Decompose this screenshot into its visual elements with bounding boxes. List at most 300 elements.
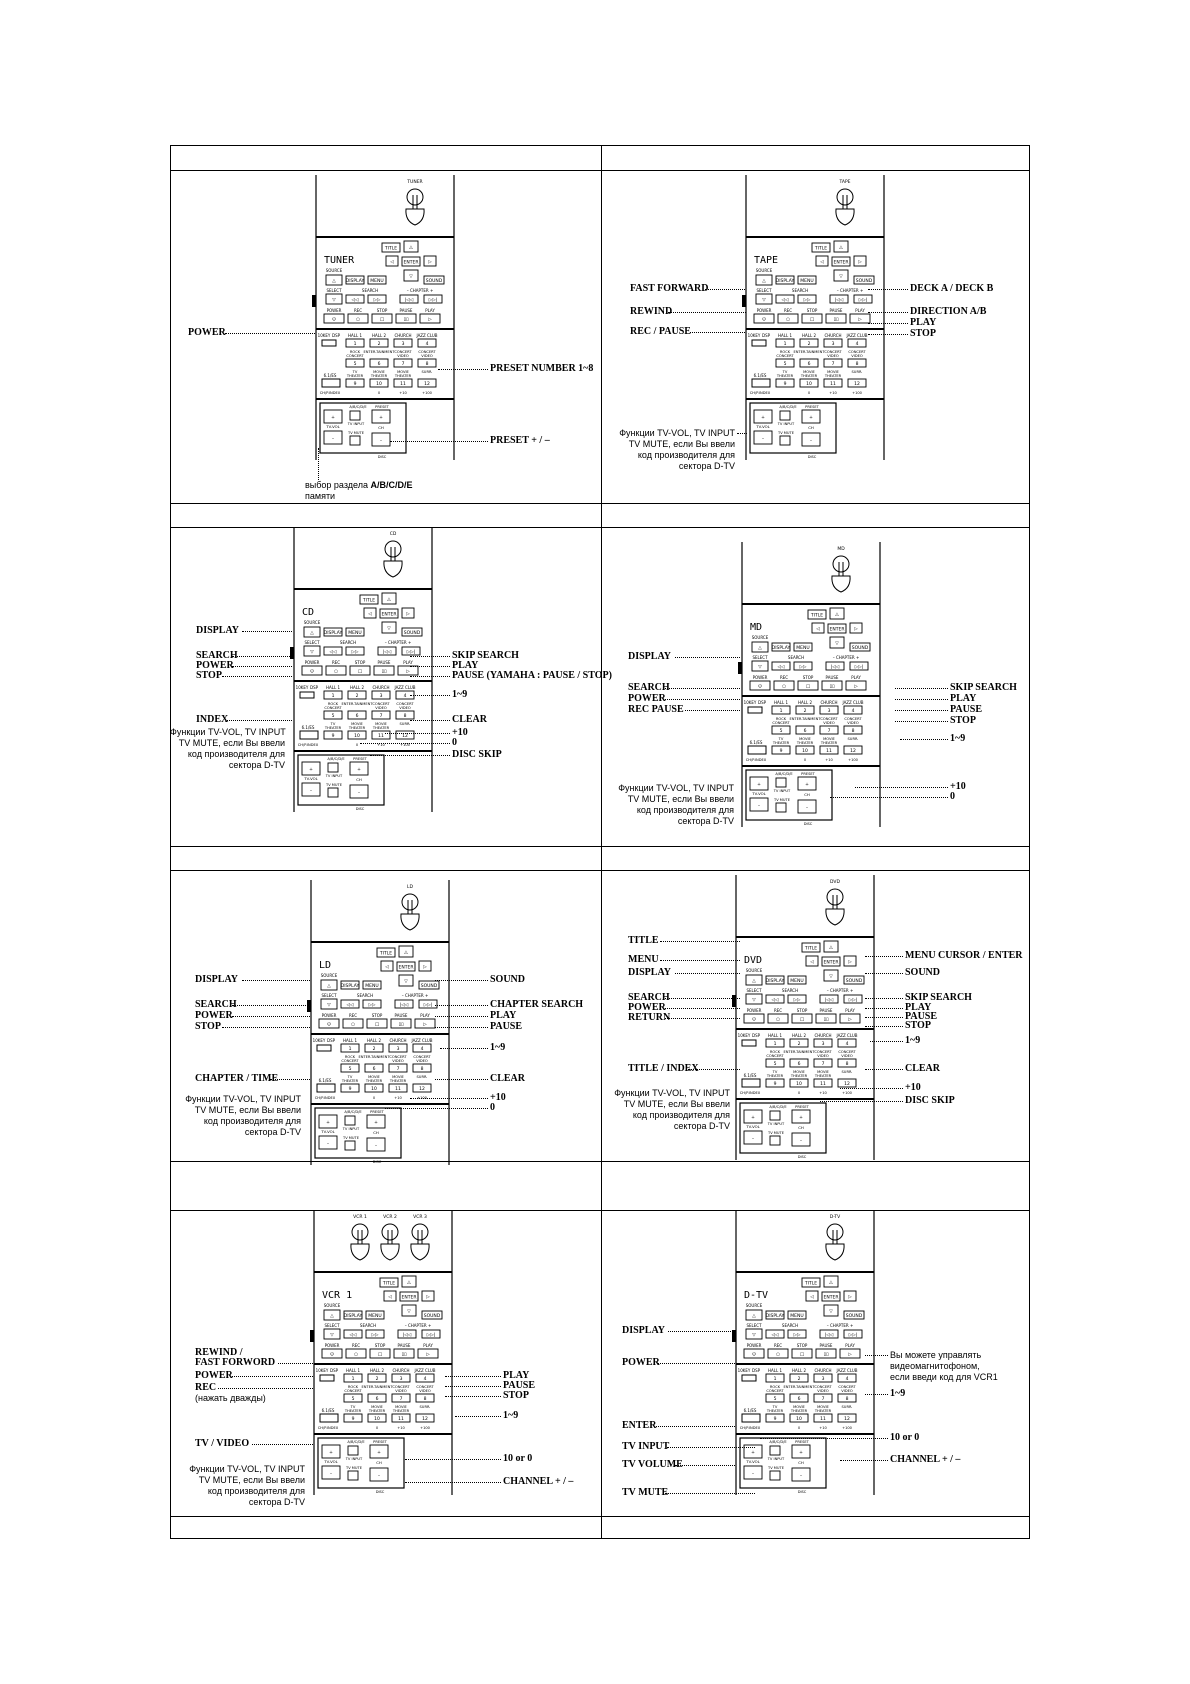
remote-text: CONCERT	[838, 1385, 856, 1389]
remote-text: ○	[354, 1352, 358, 1358]
remote-text: ENTER	[823, 960, 839, 966]
remote-svg	[310, 175, 460, 460]
remote-text: THEATER	[370, 374, 388, 378]
remote-button	[748, 746, 766, 754]
leader-line	[688, 1069, 740, 1070]
remote-text: DISC	[797, 1490, 807, 1494]
remote-text: 6.1/ES	[743, 1073, 757, 1078]
label-tv-mute: TV MUTE	[622, 1487, 669, 1498]
label-play: PLAY	[905, 1002, 932, 1013]
remote-text: +100	[417, 1096, 427, 1100]
label-1-9: 1~9	[503, 1410, 519, 1421]
remote-text: ⏻	[332, 317, 336, 323]
remote-text: VIDEO	[395, 1389, 407, 1393]
remote-text: 12	[424, 382, 430, 387]
remote-text: MENU	[800, 279, 814, 284]
label-menu-cursor-enter: MENU CURSOR / ENTER	[905, 950, 1023, 961]
remote-text: ⏻	[752, 1017, 756, 1023]
label-sound: SOUND	[490, 974, 526, 985]
remote-text: SOURCE	[303, 620, 321, 625]
leader-line	[690, 332, 745, 333]
remote-text: ▽	[752, 998, 756, 1003]
remote-text: ▯▯	[398, 1022, 404, 1028]
dsp-slider	[752, 340, 766, 346]
dsp-slider	[320, 1375, 334, 1381]
remote-text: VIDEO	[817, 1054, 829, 1058]
leader-line	[438, 369, 488, 370]
remote-text: SEARCH	[356, 993, 374, 998]
remote-text: –	[761, 436, 765, 442]
remote-text: ▽	[327, 1003, 331, 1008]
dtv-functions-note: Функции TV-VOL, TV INPUT TV MUTE, если Вы ввели код производителя для сектора D-TV	[185, 1094, 301, 1137]
label-pause: PAUSE	[503, 1380, 536, 1391]
remote-text: VIDEO	[823, 721, 835, 725]
remote-text: JAZZ CLUB	[842, 700, 864, 705]
leader-line	[868, 312, 908, 313]
leader-line	[318, 448, 319, 480]
remote-text: JAZZ CLUB	[836, 1033, 858, 1038]
remote-text: TV	[782, 370, 788, 374]
remote-text: CH/P.INDEX	[319, 391, 341, 395]
pointing-hand-icon	[826, 879, 844, 925]
remote-text: +100	[852, 391, 862, 395]
hand-shape	[836, 195, 854, 225]
label-disc-skip: DISC SKIP	[905, 1095, 955, 1106]
remote-text: 2	[377, 342, 381, 347]
cell-cd	[170, 527, 612, 846]
remote-text: CONCERT	[418, 350, 436, 354]
tv-input-button	[770, 1446, 780, 1455]
leader-line	[252, 1444, 313, 1445]
leader-line	[660, 941, 740, 942]
dtv-functions-note: Функции TV-VOL, TV INPUT TV MUTE, если Вы ввели код производителя для сектора D-TV	[618, 783, 734, 826]
remote-text: ENTER	[829, 627, 845, 633]
leader-line	[435, 980, 488, 981]
remote-text: 10KEY	[743, 700, 757, 705]
remote-text: ▷	[406, 669, 410, 675]
remote-text: ◁◁	[351, 298, 359, 303]
button-circle	[827, 1224, 843, 1240]
remote-text: CH/P.INDEX	[739, 1426, 761, 1430]
remote-text: ○	[786, 317, 790, 323]
leader-line	[222, 676, 292, 677]
remote-text: ▷	[848, 1017, 852, 1023]
remote-text: VIDEO	[421, 354, 433, 358]
leader-line	[232, 1005, 310, 1006]
remote-text: 8	[425, 362, 429, 367]
remote-text: HALL 1	[773, 700, 789, 705]
label-enter: ENTER	[622, 1420, 657, 1431]
remote-text: |◁◁	[382, 650, 392, 655]
remote-text: DISPLAY	[775, 279, 795, 284]
remote-text: 2	[807, 342, 811, 347]
remote-text: – CHAPTER +	[826, 1323, 854, 1328]
remote-text: △	[758, 646, 762, 651]
remote-text: MOVIE	[351, 722, 363, 726]
remote-text: 5	[353, 362, 357, 367]
remote-text: SELECT	[752, 655, 768, 660]
remote-text: 5	[779, 729, 783, 734]
tv-input-button	[776, 778, 786, 787]
leader-line	[665, 1008, 740, 1009]
remote-text: A/B/C/D/E	[327, 757, 345, 761]
remote-text: 4	[855, 342, 859, 347]
remote-text: SEARCH	[781, 1323, 799, 1328]
remote-text: △	[404, 950, 408, 956]
leader-line	[232, 1376, 313, 1377]
label-power: POWER	[196, 660, 234, 671]
label-clear: CLEAR	[452, 714, 488, 725]
remote-text: CH	[804, 792, 810, 797]
side-slider	[732, 995, 736, 1007]
remote-text: ENTER	[823, 1295, 839, 1301]
label-stop: STOP	[196, 670, 222, 681]
remote-text: –	[805, 805, 809, 811]
remote-text: ▷▷	[368, 1003, 376, 1008]
remote-text: VIDEO	[419, 1389, 431, 1393]
remote-text: △	[332, 279, 336, 284]
remote-text: SURR.	[421, 370, 433, 374]
remote-text: CONCERT	[838, 1050, 856, 1054]
remote-text: THEATER	[824, 374, 842, 378]
remote-text: A/B/C/D/E	[775, 772, 793, 776]
remote-text: SURR.	[847, 737, 859, 741]
remote-text: TITLE	[379, 951, 393, 957]
remote-text: SOURCE	[320, 973, 338, 978]
remote-text: DISPLAY	[323, 631, 343, 636]
remote-text: 10	[796, 1417, 802, 1422]
label-search: SEARCH	[195, 999, 237, 1010]
leader-line	[665, 1018, 740, 1019]
remote-text: –	[809, 438, 813, 444]
remote-text: PAUSE	[829, 308, 843, 313]
label-tv-video: TV / VIDEO	[195, 1438, 250, 1449]
remote-text: MOVIE	[793, 1070, 805, 1074]
remote-button	[300, 731, 318, 739]
remote-text: REC	[351, 1343, 361, 1348]
label-rec-pause: REC / PAUSE	[630, 326, 691, 337]
remote-text: SURR.	[416, 1075, 428, 1079]
remote-text: ◁◁	[329, 650, 337, 655]
label-deck: DECK A / DECK B	[910, 283, 994, 294]
remote-text: SEARCH	[339, 640, 357, 645]
label-play: PLAY	[910, 317, 937, 328]
remote-text: +	[374, 1120, 378, 1126]
remote-text: TV	[772, 1070, 778, 1074]
remote-text: CH	[798, 1125, 804, 1130]
remote-text: CONCERT	[824, 350, 842, 354]
remote-text: REC	[331, 660, 341, 665]
remote-text: THEATER	[372, 726, 390, 730]
leader-line	[895, 699, 948, 700]
remote-text: 0	[797, 1426, 801, 1430]
remote-text: STOP	[796, 1008, 808, 1013]
remote-text: △	[407, 1280, 411, 1286]
leader-line	[675, 657, 740, 658]
remote-text: ▷▷|	[854, 665, 864, 670]
remote-text: DISC	[355, 807, 365, 811]
remote-text: SELECT	[326, 288, 342, 293]
dtv-functions-note: Функции TV-VOL, TV INPUT TV MUTE, если Вы ввели код производителя для сектора D-TV	[189, 1464, 305, 1507]
button-circle	[352, 1224, 368, 1240]
remote-text: PRESET	[801, 772, 815, 776]
leader-line	[668, 312, 746, 313]
remote-text: DISPLAY	[340, 984, 360, 989]
remote-text: VIDEO	[392, 1059, 404, 1063]
tv-mute-button	[776, 803, 786, 812]
remote-text: 6.1/ES	[318, 1078, 332, 1083]
mode-display: CD	[302, 607, 315, 618]
remote-text: SEARCH	[361, 288, 379, 293]
remote-text: TV MUTE	[348, 431, 364, 435]
label-title-index: TITLE / INDEX	[628, 1063, 699, 1074]
leader-line	[868, 334, 908, 335]
remote-text: HALL 1	[345, 1368, 361, 1373]
tv-mute-button	[328, 788, 338, 797]
leader-line	[900, 739, 948, 740]
remote-text: DISPLAY	[343, 1314, 363, 1319]
remote-text: 10KEY	[315, 1368, 329, 1373]
row-divider	[171, 1516, 1029, 1517]
remote-text: ◁◁	[771, 1333, 779, 1338]
remote-text: ▷	[428, 260, 432, 265]
remote-text: ○	[776, 1017, 780, 1023]
remote-text: +10	[819, 1091, 827, 1095]
remote-text: THEATER	[766, 1074, 784, 1078]
remote-text: ▷▷|	[848, 998, 858, 1003]
remote-text: – CHAPTER +	[384, 640, 412, 645]
remote-text: 7	[821, 1062, 825, 1067]
remote-text: ▷	[858, 260, 862, 265]
remote-text: ▷	[848, 1352, 852, 1358]
pointing-hand-icon	[826, 1214, 844, 1260]
remote-text: CONCERT	[844, 717, 862, 721]
hand-shape	[832, 562, 850, 592]
remote-text: DISPLAY	[771, 646, 791, 651]
remote-text: PRESET	[795, 1440, 809, 1444]
leader-line	[232, 656, 292, 657]
mode-display: MD	[750, 622, 763, 633]
remote-text: CH/P.INDEX	[739, 1091, 761, 1095]
remote-text: 11	[830, 382, 836, 387]
remote-text: TV INPUT	[767, 1457, 785, 1461]
remote-text: DISPLAY	[345, 279, 365, 284]
remote-text: HALL 1	[342, 1038, 358, 1043]
cell-ld	[170, 870, 600, 1164]
remote-text: CHURCH	[814, 1368, 832, 1373]
remote-text: CONCERT	[394, 350, 412, 354]
remote-text: SURR.	[419, 1405, 431, 1409]
remote-text: ▽	[762, 298, 766, 303]
remote-text: DISC	[807, 455, 817, 459]
remote-text: △	[839, 245, 843, 251]
remote-text: SEARCH	[791, 288, 809, 293]
remote-text: ▽	[407, 1309, 411, 1315]
remote-text: THEATER	[324, 726, 342, 730]
remote-text: 8	[845, 1397, 849, 1402]
label-search: SEARCH	[196, 650, 238, 661]
remote-text: CONCERT	[413, 1055, 431, 1059]
hand-shape	[401, 900, 419, 930]
remote-text: 6.1/ES	[753, 373, 767, 378]
remote-text: 12	[402, 734, 408, 739]
label-1-9: 1~9	[490, 1042, 506, 1053]
remote-text: A/B/C/D/E	[347, 1440, 365, 1444]
remote-text: –	[757, 803, 761, 809]
remote-text: 9	[779, 749, 783, 754]
remote-text: 1	[348, 1047, 352, 1052]
remote-text: MOVIE	[827, 370, 839, 374]
side-slider	[310, 1330, 314, 1342]
remote-text: TV	[778, 737, 784, 741]
label-direction: DIRECTION A/B	[910, 306, 987, 317]
remote-text: 5	[783, 362, 787, 367]
hand-label: VCR 3	[413, 1215, 427, 1220]
remote-text: THEATER	[800, 374, 818, 378]
remote-text: SELECT	[746, 988, 762, 993]
remote-text: ◁	[388, 1295, 392, 1300]
remote-text: 6.1/ES	[323, 373, 337, 378]
remote-text: DSP	[329, 1368, 339, 1373]
leader-line	[855, 787, 948, 788]
remote-text: 12	[854, 382, 860, 387]
leader-line	[865, 1008, 903, 1009]
remote-text: SURR.	[851, 370, 863, 374]
remote-text: SOUND	[845, 979, 863, 984]
remote-text: 3	[396, 1047, 400, 1052]
remote-text: POWER	[746, 1008, 762, 1013]
pointing-hand-icon	[406, 179, 424, 225]
remote-text: POWER	[321, 1013, 337, 1018]
remote-text: PLAY	[423, 1343, 433, 1348]
remote-text: PAUSE	[399, 308, 413, 313]
leader-line	[667, 1447, 755, 1448]
mode-display: TUNER	[324, 255, 355, 266]
leader-line	[410, 695, 450, 696]
label-skip-search: SKIP SEARCH	[950, 682, 1017, 693]
button-circle	[385, 541, 401, 557]
remote-text: ENTER-TAINMENT	[358, 1055, 390, 1059]
remote-text: CONCERT	[776, 354, 794, 358]
remote-text: MOVIE	[368, 1075, 380, 1079]
remote-text: CONCERT	[389, 1055, 407, 1059]
remote-text: 3	[379, 694, 383, 699]
remote-text: DISPLAY	[765, 979, 785, 984]
remote-text: – CHAPTER +	[406, 288, 434, 293]
pointing-hand-icon	[351, 1214, 369, 1260]
remote-text: 9	[353, 382, 357, 387]
remote-text: DSP	[751, 1033, 761, 1038]
leader-line	[865, 1026, 903, 1027]
remote-text: TV INPUT	[342, 1127, 360, 1131]
leader-line	[435, 1005, 488, 1006]
remote-text: +100	[842, 1091, 852, 1095]
remote-text: 0	[803, 758, 807, 762]
remote-text: ▽	[330, 1333, 334, 1338]
remote-text: 7	[827, 729, 831, 734]
remote-text: ENTER-TAINMENT	[793, 350, 825, 354]
remote-text: +	[751, 1450, 755, 1456]
leader-line	[656, 1426, 735, 1427]
label-chapter-search: CHAPTER SEARCH	[490, 999, 584, 1010]
label-sound: SOUND	[905, 967, 941, 978]
remote-text: 2	[355, 694, 359, 699]
remote-text: THEATER	[776, 374, 794, 378]
leader-line	[232, 1016, 310, 1017]
leader-line	[865, 998, 903, 999]
remote-text: –	[377, 1473, 381, 1479]
remote-text: TV MUTE	[343, 1136, 359, 1140]
remote-text: JAZZ CLUB	[836, 1368, 858, 1373]
remote-text: 7	[396, 1067, 400, 1072]
label-channel: CHANNEL + / –	[890, 1454, 961, 1465]
label-display: DISPLAY	[628, 651, 671, 662]
remote-text: POWER	[756, 308, 772, 313]
leader-line	[865, 1069, 903, 1070]
cell-vcr	[170, 1210, 600, 1515]
remote-text: ▷▷	[371, 1333, 379, 1338]
hand-shape	[351, 1230, 369, 1260]
label-clear: CLEAR	[490, 1073, 526, 1084]
remote-text: DISC	[375, 1490, 385, 1494]
remote-text: ▽	[839, 274, 843, 280]
remote-text: A/B/C/D/E	[779, 405, 797, 409]
remote-text: 11	[398, 1417, 404, 1422]
remote-text: DSP	[309, 685, 319, 690]
remote-text: MENU	[348, 631, 362, 636]
remote-text: THEATER	[389, 1079, 407, 1083]
remote-text: 5	[348, 1067, 352, 1072]
remote-button	[322, 379, 340, 387]
remote-text: POWER	[326, 308, 342, 313]
dsp-slider	[748, 707, 762, 713]
remote-text: +	[757, 782, 761, 788]
remote-text: TITLE	[814, 246, 828, 252]
remote-svg	[730, 1210, 880, 1495]
remote-text: PRESET	[353, 757, 367, 761]
leader-line	[665, 1493, 755, 1494]
label-rec: REC	[195, 1382, 217, 1393]
remote-text: TV	[330, 722, 336, 726]
remote-text: 6	[375, 1397, 379, 1402]
remote-text: HALL 2	[349, 685, 365, 690]
remote-text: SOUND	[425, 279, 443, 284]
remote-text: ROCK	[769, 1385, 781, 1389]
label-fast-forword: FAST FORWORD	[195, 1357, 276, 1368]
tv-mute-button	[350, 436, 360, 445]
label-1-9: 1~9	[950, 733, 966, 744]
cell-dvd	[600, 870, 1030, 1161]
remote-text: PAUSE	[819, 1343, 833, 1348]
remote-text: ◁◁	[349, 1333, 357, 1338]
remote-text: A/B/C/D/E	[344, 1110, 362, 1114]
remote-text: 3	[821, 1377, 825, 1382]
leader-line	[660, 960, 740, 961]
leader-line	[865, 1017, 903, 1018]
remote-text: |◁◁	[824, 1333, 834, 1338]
remote-text: – CHAPTER +	[404, 1323, 432, 1328]
remote-text: ▷▷	[799, 665, 807, 670]
remote-text: CH	[356, 777, 362, 782]
leader-line	[820, 1101, 903, 1102]
remote-text: 10KEY	[295, 685, 309, 690]
leader-line	[895, 710, 948, 711]
remote-text: 8	[845, 1062, 849, 1067]
remote-text: ◁	[820, 260, 824, 265]
remote-text: TV-VOL	[756, 424, 770, 429]
hand-shape	[411, 1230, 429, 1260]
remote-text: PRESET	[373, 1440, 387, 1444]
